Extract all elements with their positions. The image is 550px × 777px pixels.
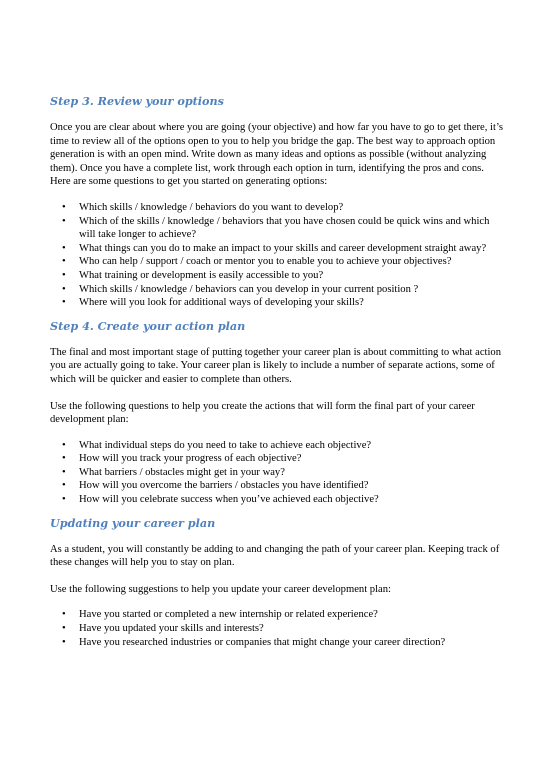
bullet-icon: •	[62, 480, 66, 492]
list-item-text: Have you updated your skills and interests?	[79, 623, 264, 635]
document-body	[50, 94, 506, 649]
list-item	[50, 479, 506, 493]
list-item	[50, 242, 506, 256]
bullet-icon: •	[62, 242, 66, 254]
list-item	[50, 636, 506, 650]
list-item-text: What barriers / obstacles might get in your way?	[79, 466, 285, 478]
section-heading: Step 3. Review your options	[50, 94, 224, 108]
paragraph: Use the following suggestions to help you update your career development plan:	[50, 583, 391, 595]
section-updating-career-plan	[50, 516, 506, 650]
paragraph: Use the following questions to help you create the actions that will form the final part of your career development plan:	[50, 400, 475, 426]
bullet-icon: •	[62, 297, 66, 309]
paragraph: As a student, you will constantly be adding to and changing the path of your career plan. Keeping track of these changes will help you to stay on plan.	[50, 543, 500, 569]
list-item-text: Which skills / knowledge / behaviors do you want to develop?	[79, 201, 344, 213]
section-create-action-plan	[50, 319, 506, 507]
list-item	[50, 215, 506, 242]
bullet-icon: •	[62, 609, 66, 621]
list-item-text: How will you celebrate success when you’ve achieved each objective?	[79, 494, 379, 506]
list-item	[50, 201, 506, 215]
bullet-icon: •	[62, 453, 66, 465]
bullet-icon: •	[62, 201, 66, 213]
list-item	[50, 466, 506, 480]
section-review-options	[50, 94, 506, 310]
bullet-icon: •	[62, 256, 66, 268]
list-item	[50, 283, 506, 297]
list-item-text: What things can you do to make an impact to your skills and career development straight away?	[79, 242, 487, 254]
bullet-list	[50, 608, 506, 649]
bullet-icon: •	[62, 439, 66, 451]
list-item-text: Have you started or completed a new internship or related experience?	[79, 609, 378, 621]
list-item	[50, 493, 506, 507]
list-item-text: Have you researched industries or companies that might change your career direction?	[79, 636, 446, 648]
list-item	[50, 296, 506, 310]
paragraph: Once you are clear about where you are going (your objective) and how far you have to go to get there, it’s time to review all of the options open to you to help you bridge the gap. The best way to approach option generation is with an open mind. Write down as many ideas and options as possible (without analyzing them). Once you have a complete list, work through each option in turn, identifying the pros and cons. Here are some questions to get you started on generating options:	[50, 122, 504, 188]
section-heading: Updating your career plan	[50, 515, 216, 530]
list-item-text: Where will you look for additional ways of developing your skills?	[79, 297, 364, 309]
bullet-icon: •	[62, 215, 66, 227]
list-item	[50, 255, 506, 269]
list-item-text: How will you overcome the barriers / obstacles you have identified?	[79, 480, 369, 492]
section-heading: Step 4. Create your action plan	[50, 318, 246, 333]
bullet-icon: •	[62, 283, 66, 295]
list-item-text: Who can help / support / coach or mentor you to enable you to achieve your objectives?	[79, 256, 452, 268]
list-item-text: Which skills / knowledge / behaviors can you develop in your current position ?	[79, 283, 419, 295]
list-item	[50, 269, 506, 283]
bullet-icon: •	[62, 494, 66, 506]
list-item	[50, 452, 506, 466]
list-item-text: How will you track your progress of each objective?	[79, 453, 302, 465]
list-item	[50, 439, 506, 453]
list-item-text: What individual steps do you need to take to achieve each objective?	[79, 439, 372, 451]
list-item-text: What training or development is easily accessible to you?	[79, 269, 324, 281]
bullet-list	[50, 201, 506, 310]
list-item-text: Which of the skills / knowledge / behaviors that you have chosen could be quick wins and which will take longer to achieve?	[79, 215, 490, 241]
bullet-icon: •	[62, 466, 66, 478]
bullet-icon: •	[62, 636, 66, 648]
list-item	[50, 608, 506, 622]
bullet-icon: •	[62, 269, 66, 281]
bullet-list	[50, 439, 506, 507]
paragraph: The final and most important stage of putting together your career plan is about committing to what action you are actually going to take. Your career plan is likely to include a number of separate actions, some of which will be quicker and easier to complete than others.	[50, 346, 501, 385]
list-item	[50, 622, 506, 636]
bullet-icon: •	[62, 623, 66, 635]
